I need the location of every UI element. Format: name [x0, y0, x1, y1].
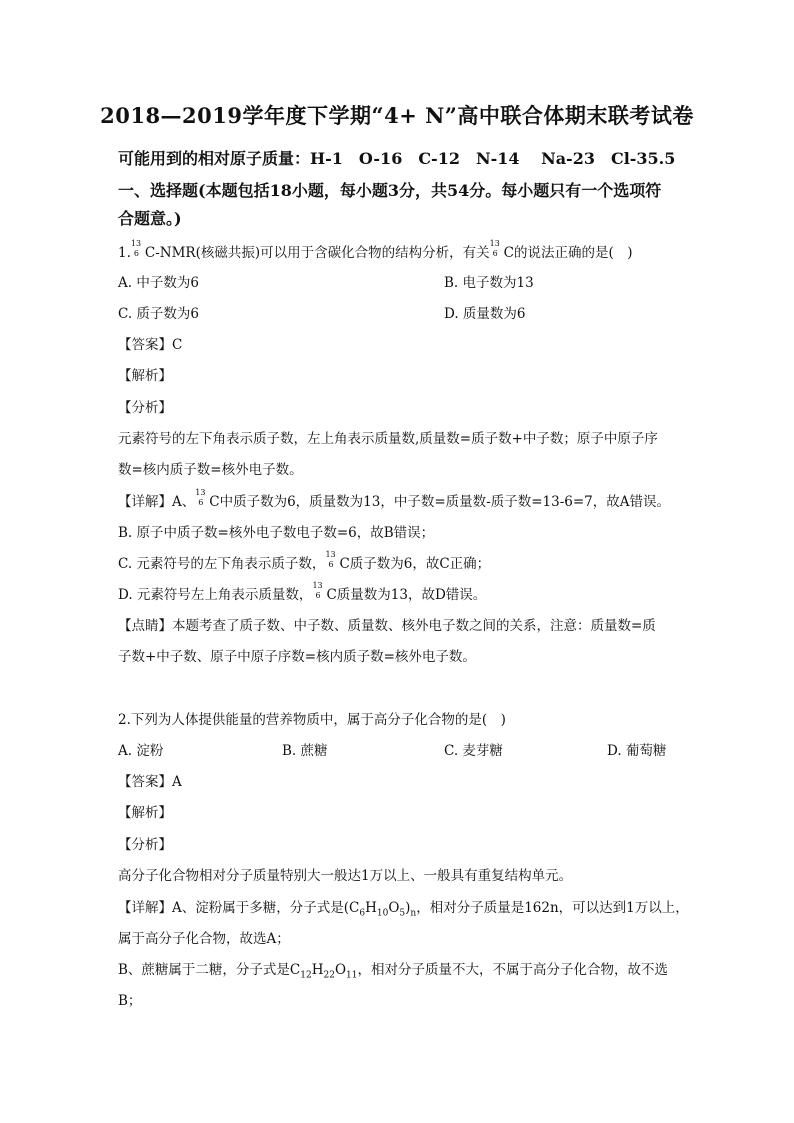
isotope-c13: 13 6 — [312, 581, 323, 600]
q1-option-c: C. 质子数为6 — [118, 306, 200, 322]
q2-stem: 2.下列为人体提供能量的营养物质中，属于高分子化合物的是( ) — [118, 712, 506, 728]
q1-option-a: A. 中子数为6 — [118, 275, 199, 291]
q2-option-b: B. 蔗糖 — [282, 743, 328, 759]
section-heading-line2: 合题意。) — [118, 209, 182, 228]
q1-detail-a: 【详解】A、 13 6 C中质子数为6，质量数为13，中子数=质量数-质子数=13-6=7，故A错误。 — [118, 488, 671, 510]
q2-answer: 【答案】A — [118, 774, 182, 790]
q2-detail-a-line1: 【详解】A、淀粉属于多糖，分子式是$(C_6H_{10}O_5)_n$，相对分子质量是162n，可以达到1万以上， — [118, 900, 689, 919]
q1-option-d: D. 质量数为6 — [444, 306, 526, 322]
isotope-c13: 13 6 — [325, 550, 336, 569]
q1-detail-c: C. 元素符号的左下角表示质子数， 13 6 C质子数为6，故C正确； — [118, 550, 491, 572]
q1-comment-line2: 子数+中子数、原子中原子序数=核内质子数=核外电子数。 — [118, 649, 476, 665]
section-heading-line1: 一、选择题(本题包括18小题，每小题3分，共54分。每小题只有一个选项符 — [118, 181, 662, 200]
isotope-c13: 13 6 — [195, 488, 206, 507]
q2-analysis: 高分子化合物相对分子质量特别大一般达1万以上、一般具有重复结构单元。 — [118, 868, 573, 884]
isotope-c13: 13 6 — [130, 239, 142, 258]
atomic-masses: 可能用到的相对原子质量：H-1 O-16 C-12 N-14 Na-23 Cl-35.5 — [118, 149, 676, 168]
q1-detail-d: D. 元素符号左上角表示质量数， 13 6 C质量数为13，故D错误。 — [118, 581, 487, 603]
q1-comment-line1: 【点睛】本题考查了质子数、中子数、质量数、核外电子数之间的关系，注意：质量数=质 — [118, 618, 656, 634]
q1-answer: 【答案】C — [118, 337, 183, 353]
page-title: 2018—2019学年度下学期“4+ N”高中联合体期末联考试卷 — [100, 103, 694, 128]
q2-detail-b-line2: B； — [118, 993, 142, 1009]
q1-stem: 1. 13 6 C-NMR(核磁共振)可以用于含碳化合物的结构分析，有关 13 6 C的说法正确的是( ) — [118, 239, 633, 261]
q1-explain-tag: 【解析】 — [118, 368, 172, 384]
q2-option-a: A. 淀粉 — [118, 743, 164, 759]
q2-detail-b-line1: B、蔗糖属于二糖，分子式是$C_{12}H_{22}O_{11}$，相对分子质量不大，不属于高分子化合物，故不选 — [118, 962, 668, 981]
q2-explain-tag: 【解析】 — [118, 805, 172, 821]
q2-detail-a-line2: 属于高分子化合物，故选A； — [118, 931, 290, 947]
q2-analysis-tag: 【分析】 — [118, 837, 172, 853]
q1-analysis-line2: 数=核内质子数=核外电子数。 — [118, 462, 303, 478]
q2-option-d: D. 葡萄糖 — [607, 743, 667, 759]
q2-option-c: C. 麦芽糖 — [444, 743, 503, 759]
isotope-c13: 13 6 — [489, 239, 500, 258]
q1-analysis-line1: 元素符号的左下角表示质子数，左上角表示质量数,质量数=质子数+中子数；原子中原子序 — [118, 431, 658, 447]
q1-analysis-tag: 【分析】 — [118, 400, 172, 416]
q1-option-b: B. 电子数为13 — [444, 275, 534, 291]
q1-detail-b: B. 原子中质子数=核外电子数电子数=6，故B错误； — [118, 525, 435, 541]
